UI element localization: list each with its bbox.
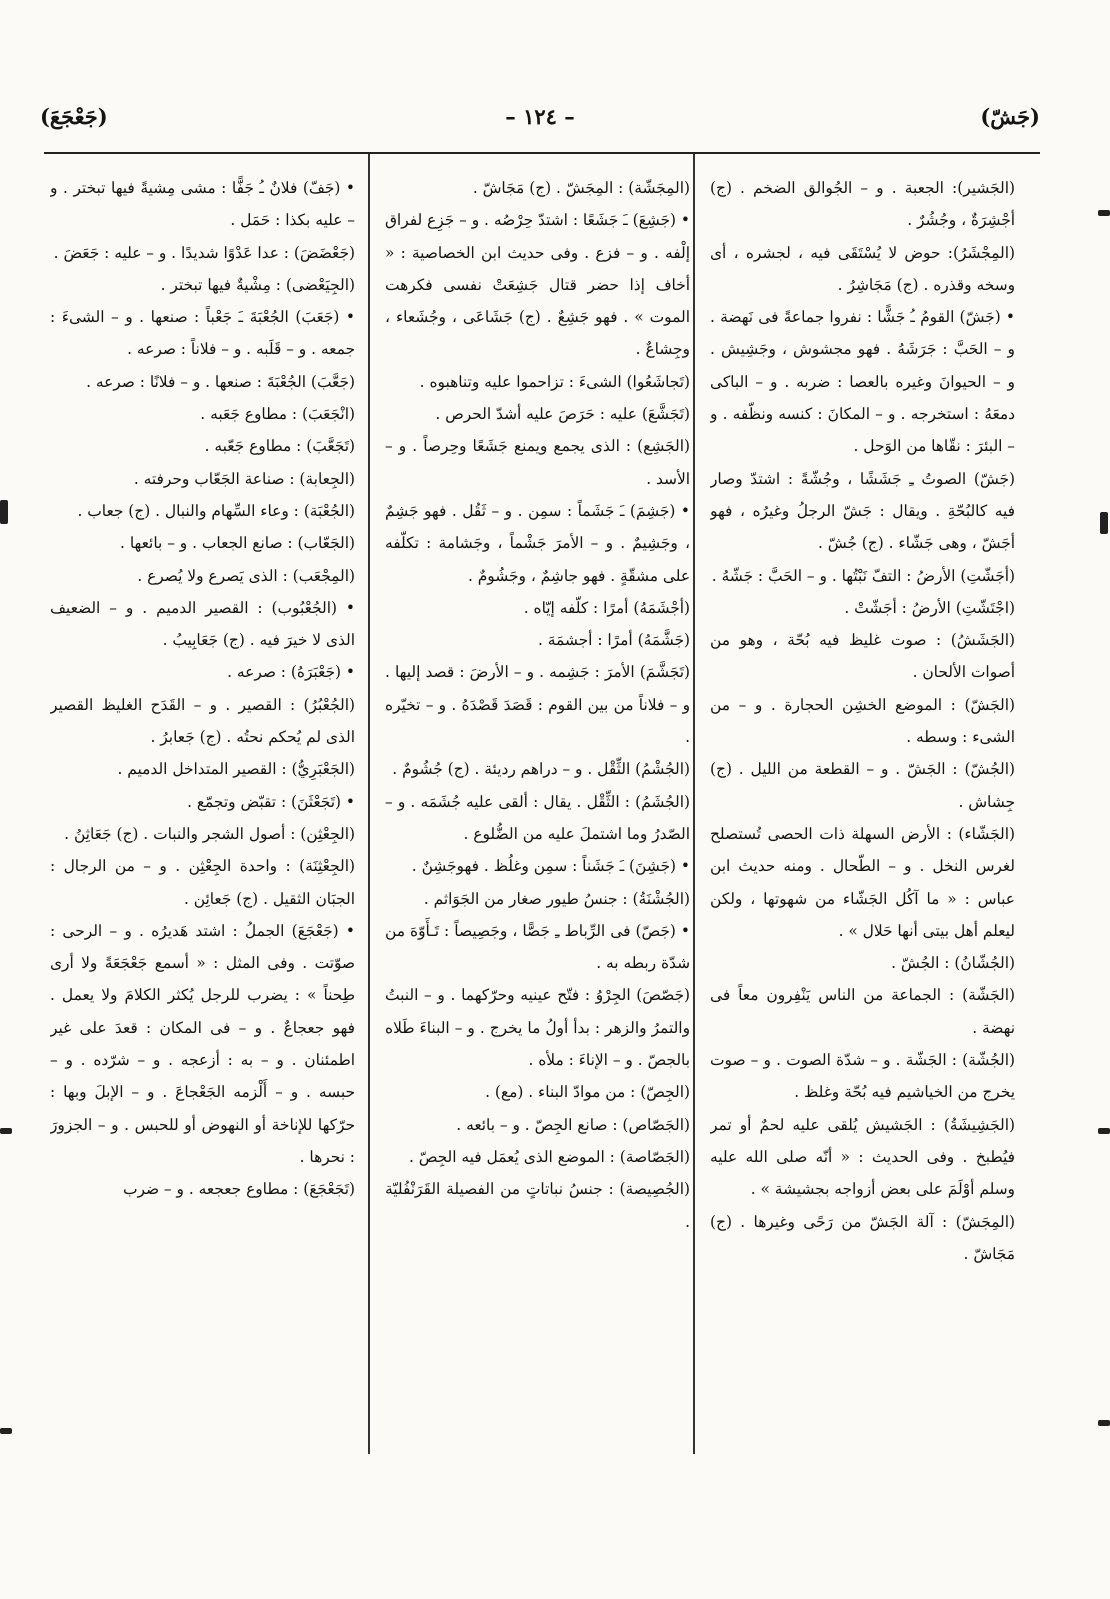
dictionary-entry: (تَجَشَّعَ) عليه : حَرَصَ عليه أشدّ الحرص . (435, 405, 690, 424)
dictionary-entry: (المِجَشّة) : المِجَشّ . (ج) مَجَاشّ . (472, 179, 690, 197)
margin-mark (0, 1428, 12, 1434)
dictionary-entry: (الجَشّ) : الموضع الخشِن الحجارة . و – من الشىء : وسطه . (710, 695, 1015, 747)
margin-mark (1098, 1128, 1110, 1134)
dictionary-entry: (المِجْعَب) : الذى يَصرع ولا يُصرع . (137, 566, 355, 585)
dictionary-entry: (الجِعْثِن) : أصول الشجر والنبات . (ج) جَعَاثِنُ . (64, 824, 355, 843)
dictionary-entry: (الجَشير): الجعبة . و – الجُوالق الضخم . (ج) أجْشِرَةٌ ، وجُشُرٌ . (710, 179, 1015, 230)
dictionary-entry: (الجُشّ) : الجَشّ . و – القطعة من الليل . (ج) جِشاش . (710, 760, 1015, 811)
dictionary-entry: (الجَشِع) : الذى يجمع ويمنع جَشَعًا وحِرصاً . و – الأسد . (385, 437, 690, 488)
column-left (50, 172, 355, 1462)
column-middle (385, 172, 690, 1462)
dictionary-entry: (جَشَّمَهُ) أمرًا : أجشمَهَ . (537, 631, 690, 650)
dictionary-entry: • (جَصّ) فى الرِّباط ـِ جَصًّا ، وجَصِيصاً : تَـأَوّهَ من شدّة ربطه به . (385, 921, 690, 973)
dictionary-entry: (اجْتَشّتِ) الأرضُ : أجَشّتْ . (844, 598, 1015, 617)
dictionary-entry: (الجَشّة) : الجماعة من الناس يَنْفِرون معاً فى نهضة . (710, 986, 1015, 1037)
page-number: – ١٢٤ – (505, 104, 575, 129)
margin-mark (1098, 1420, 1110, 1426)
dictionary-entry: (الجِصّ) : من موادّ البناء . (مع) . (485, 1083, 690, 1102)
header-right-entry: (جَشّ) (980, 104, 1040, 129)
dictionary-entry: (أجْشَمَهُ) أمرًا : كلّفه إيّاه . (523, 598, 690, 617)
dictionary-entry: (أجَشّتِ) الأرضُ : التفّ نَبْتُها . و – الحَبَّ : جَشّهُ . (711, 566, 1015, 585)
dictionary-entry: • (تَجَعْثَنَ) : تقبّض وتجمّع . (187, 792, 355, 811)
dictionary-entry: (الجُشَمُ) : الثِّقْل . يقال : ألقى عليه جُشَمَه . و – الصّدرُ وما اشتملَ عليه من الضُّلوع . (385, 792, 690, 843)
dictionary-entry: • (جَشّ) القومُ ـُ جَشًّا : نفروا جماعةً فى نَهضة . و – الحَبَّ : جَرَشَهُ . فهو مجشوش ، وجَشِيش . و – الحيوانَ وغيره بالعصا : ضربه . و – الباكى دمعَهُ : استخرجه . و – المكانَ : كنسه ونظّفه . و – البئرَ : نقّاها من الوَحل . (710, 308, 1015, 456)
dictionary-entry: (جَصّصَ) الجِرْوُ : فتّح عينيه وحرّكهما . و – النبتُ والتمرُ والزهر : بدأ أولُ ما يخرج . و – البناءَ طَلاه بالجصّ . و – الإناءَ : ملأه . (385, 986, 690, 1070)
dictionary-entry: (الجَصّاص) : صانع الجِصّ . و – بائعه . (456, 1115, 690, 1134)
dictionary-entry: • (جَعْبَرَهُ) : صرعه . (227, 663, 355, 682)
margin-mark (0, 500, 8, 524)
column-right (710, 172, 1015, 1462)
dictionary-entry: (المِجَشّ) : آلة الجَشّ من رَحًى وغيرها . (ج) مَجَاشّ . (710, 1212, 1015, 1263)
dictionary-entry: (المِجْشَرُ): حوض لا يُسْتَقَى فيه ، لجشره ، أى وسخه وقذره . (ج) مَجَاشِرُ . (710, 243, 1015, 294)
dictionary-entry: • (جَعَبَ) الجُعْبَةَ ـَ جَعْباً : صنعها . و – الشىءَ : جمعه . و – قَلَبه . و – فلاناً : صرعه . (50, 308, 355, 359)
dictionary-entry: (تَجَعَّبَ) : مطاوع جَعّبه . (204, 437, 355, 456)
header-rule (44, 152, 1040, 154)
dictionary-entry: (الجُعْبَة) : وعاء السِّهام والنبال . (ج) جعاب . (77, 501, 355, 520)
dictionary-entry: (الجُشْمُ) الثِّقْل . و – دراهم رديئة . (ج) جُشُومٌ . (392, 760, 690, 779)
dictionary-entry: (الجُصِيصة) : جنسُ نباتاتٍ من الفصيلة القَرَنْفُليّة . (385, 1180, 690, 1231)
margin-mark (1098, 210, 1110, 216)
dictionary-entry: (الجَعّاب) : صانع الجعاب . و – بائعها . (120, 534, 355, 553)
dictionary-entry: (تَجاشَعُوا) الشىءَ : تزاحموا عليه وتناهبوه . (419, 372, 690, 391)
column-divider-right (693, 154, 695, 1454)
dictionary-entry: (تَجَعْجَعَ) : مطاوع جعجعه . و – ضرب (122, 1180, 355, 1199)
dictionary-entry: (انْجَعَبَ) : مطاوع جَعَبه . (200, 405, 355, 424)
dictionary-entry: (جَعَّبَ) الجُعْبَةَ : صنعها . و – فلانًا : صرعه . (86, 372, 355, 391)
dictionary-entry: (تَجَشَّمَ) الأمرَ : جَشِمه . و – الأرضَ : قصد إليها . و – فلاناً من بين القوم : قَصَدَ قَصْدَهُ . و – تخيّره . (385, 663, 690, 747)
dictionary-entry: (جَعْضَضَ) : عدا عَدْوًا شديدًا . و – عليه : جَعَضَ . (53, 243, 355, 262)
margin-mark (0, 1128, 12, 1134)
dictionary-entry: • (جَشِمَ) ـَ جَشَماً : سمِن . و – ثَقُل . فهو جَشِمٌ ، وجَشِيمٌ . و – الأمرَ جَشْماً ، وجَشامة : تكلّفه على مشقّةٍ . فهو جاشِمٌ ، وجَشُومٌ . (385, 501, 690, 585)
dictionary-entry: (الجَشَشُ) : صوت غليظ فيه بُحّة ، وهو من أصوات الألحان . (710, 631, 1015, 682)
margin-mark (1100, 512, 1108, 534)
dictionary-entry: (الجَعْبَرِيُّ) : القصير المتداخل الدميم . (117, 760, 355, 779)
dictionary-entry: (الجِعابة) : صناعة الجَعّاب وحرفته . (133, 469, 355, 488)
dictionary-entry: (الجَشّاء) : الأرض السهلة ذات الحصى تُستصلح لغرس النخل . و – الطّحال . ومنه حديث ابن عباس : « ما آكُل الجَشّاء من شهوتها ، ولكن ليعلم أهل بيتى أنها حَلال » . (710, 824, 1015, 940)
dictionary-entry: • (جَشِعَ) ـَ جَشَعًا : اشتدّ حِرْصُه . و – جَزِع لفراق إلْفه . و – فزع . وفى حديث ابن الخصاصية : « أخاف إذا حضر قتال جَشِعَتْ نفسى فكرهت الموت » . فهو جَشِعٌ . (ج) جَشَاعَى ، وجُشَعاء ، وجِشاعٌ . (385, 211, 690, 359)
dictionary-entry: (الجَشِيشَةُ) : الجَشيش يُلقى عليه لحمٌ أو تمر فيُطبخ . وفى الحديث : « أنّه صلى الله عليه وسلم أوْلَمَ على بعض أزواجه بجشيشة » . (710, 1115, 1015, 1199)
dictionary-entry: (الجُشّانُ) : الجُشّ . (891, 954, 1015, 973)
dictionary-entry: • (جَشِنَ) ـَ جَشَناً : سمِن وغلُظ . فهوجَشِنٌ . (411, 857, 690, 876)
dictionary-entry: (الجِعْثِنَة) : واحدة الجِعْثِن . و – من الرجال : الجبَان الثقيل . (ج) جَعائِن . (50, 857, 355, 908)
dictionary-entry: • (جَعْجَعَ) الجملُ : اشتد هَديرُه . و – الرحى : صوّتت . وفى المثل : « أسمع جَعْجَعَةً ولا أرى طِحناً » : يضرب للرجل يُكثر الكلامَ ولا يعمل . فهو جعجاعٌ . و – فى المكان : قعدَ على غير اطمئنان . و – به : أزعجه . و – شرّده . و – حبسه . و – أَلْزمه الجَعْجاعَ . و – الإبلَ وبها : حرّكها للإناخة أو النهوض أو للحبس . و – الجزورَ : نحرها . (50, 921, 355, 1166)
dictionary-entry: (جَشّ) الصوتُ ـِ جَشَشًا ، وجُشّةً : اشتدّ وصار فيه كالبُحّةِ . ويقال : جَشّ الرجلُ وغيرُه ، فهو أجَشّ ، وهى جَشّاء . (ج) جُشّ . (710, 469, 1015, 553)
dictionary-entry: (الجُعْبُرُ) : القصير . و – القَدَح الغليظ القصير الذى لم يُحكم نحتُه . (ج) جَعابرُ . (50, 695, 355, 747)
header-left-entry: (جَعْجَعَ) (40, 104, 108, 129)
dictionary-entry: • (الجُعْبُوب) : القصير الدميم . و – الضعيف الذى لا خيرَ فيه . (ج) جَعَابِيبُ . (50, 598, 355, 650)
page-header (40, 100, 1040, 136)
dictionary-entry: (الجُشّة) : الجَشّة . و – شدّة الصوت . و – صوت يخرج من الخياشيم فيه بُحّة وغلظ . (710, 1051, 1015, 1102)
dictionary-entry: (الجُشْنَةُ) : جنسُ طيور صغار من الجَوَاثم . (423, 889, 690, 908)
dictionary-entry: (الجِيَعْضى) : مِشْيةٌ فيها تبختر . (160, 275, 355, 294)
dictionary-entry: • (جَفّ) فلانٌ ـُ جَفًّا : مشى مِشيةً فيها تبختر . و – عليه بكذا : حَمَل . (50, 179, 355, 230)
column-divider-left (368, 154, 370, 1454)
dictionary-entry: (الجَصّاصة) : الموضع الذى يُعمَل فيه الجِصّ . (408, 1147, 690, 1166)
